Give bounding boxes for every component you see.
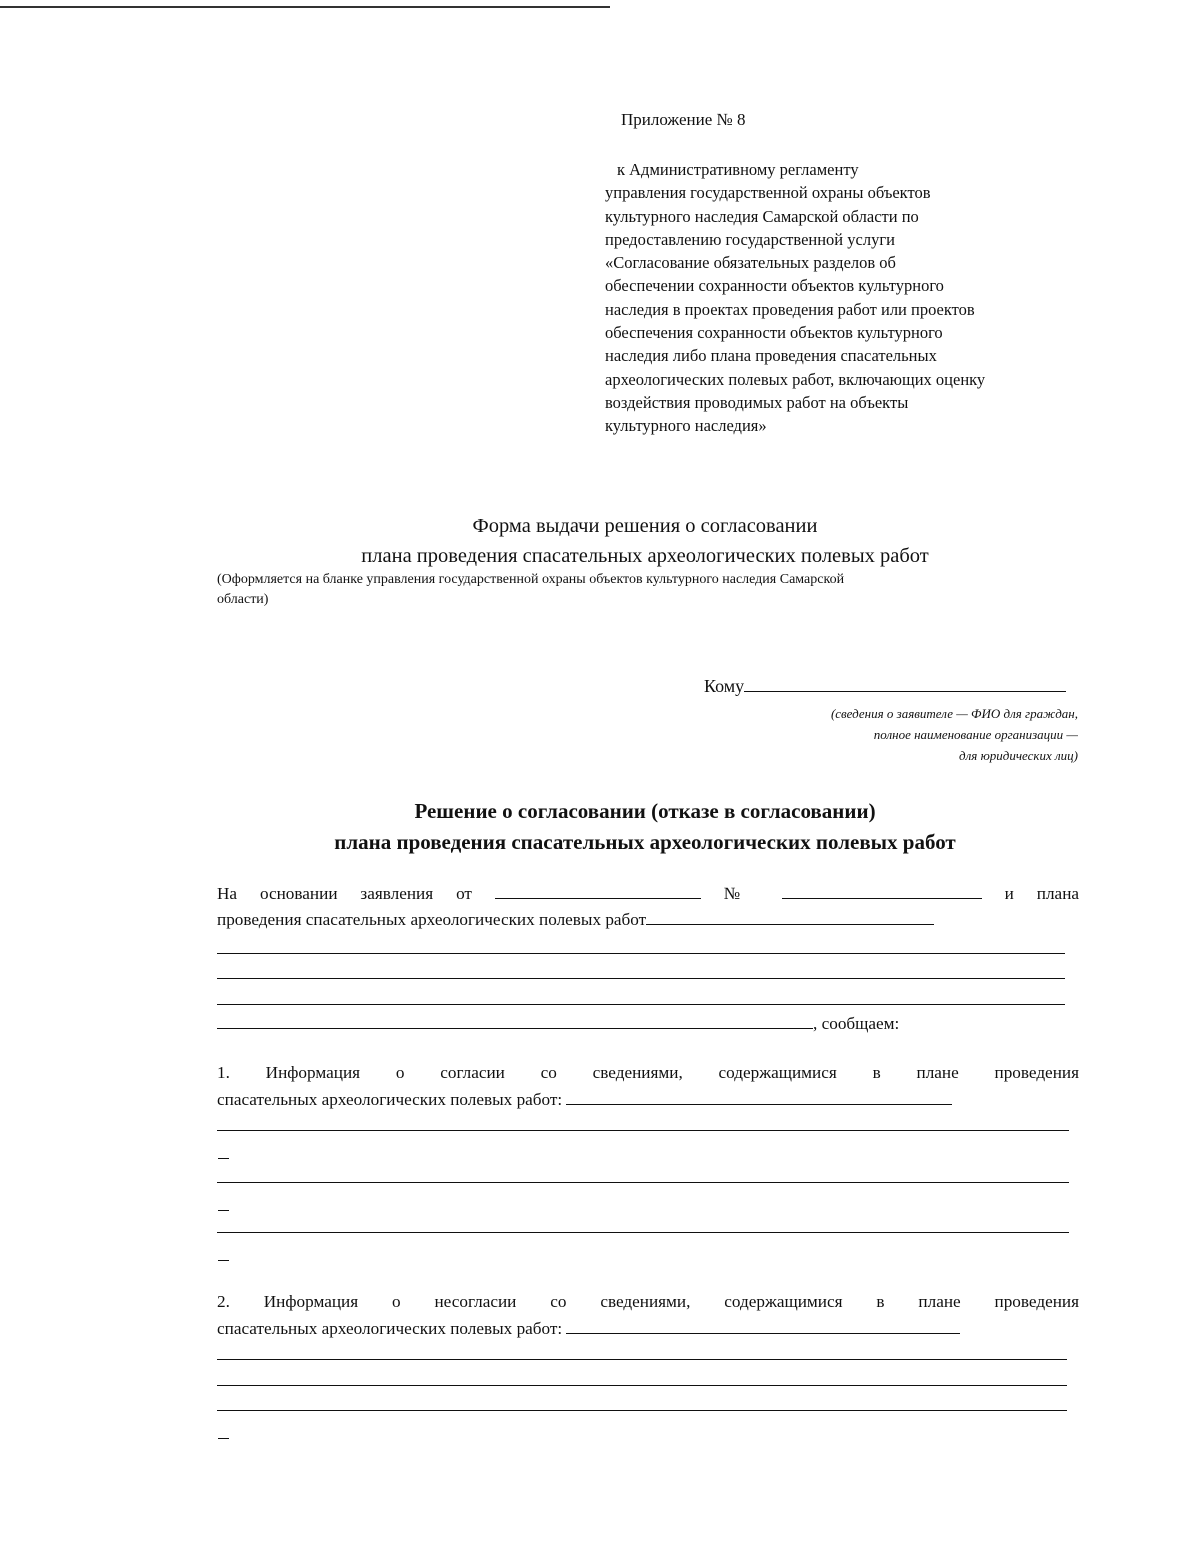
regulation-reference <box>605 158 985 438</box>
form-title-line: Форма выдачи решения о согласовании <box>472 515 818 537</box>
fill-line-dash <box>218 1210 229 1211</box>
regulation-line: культурного наследия Самарской области по <box>605 206 919 226</box>
decision-title-line: плана проведения спасательных археологических полевых работ <box>334 830 956 854</box>
basis-line-final <box>217 1012 899 1034</box>
fill-line[interactable] <box>217 1012 813 1029</box>
basis-line-2 <box>217 908 934 930</box>
disagreement-info-field[interactable] <box>566 1317 960 1334</box>
form-title <box>0 511 1200 571</box>
recipient-field[interactable] <box>744 671 1066 692</box>
fill-line-dash <box>218 1158 229 1159</box>
fill-line[interactable] <box>217 1359 1067 1360</box>
section1-text: спасательных археологических полевых работ: <box>217 1090 563 1109</box>
fill-line[interactable] <box>217 1385 1067 1386</box>
form-title-line: плана проведения спасательных археологических полевых работ <box>361 545 929 567</box>
fill-line[interactable] <box>217 1004 1065 1005</box>
regulation-line: «Согласование обязательных разделов об <box>605 253 896 273</box>
fill-line-dash <box>218 1438 229 1439</box>
agreement-info-field[interactable] <box>566 1088 952 1105</box>
scan-edge-line <box>0 6 610 8</box>
basis-text: и плана <box>1004 884 1080 903</box>
recipient-hint-line: полное наименование организации — <box>873 727 1078 742</box>
section2-text: спасательных археологических полевых работ: <box>217 1319 563 1338</box>
regulation-line: культурного наследия» <box>605 416 767 436</box>
fill-line[interactable] <box>217 1410 1067 1411</box>
basis-text: На основании заявления от <box>217 884 472 903</box>
decision-title-line: Решение о согласовании (отказе в согласовании) <box>414 799 876 823</box>
recipient-hint-line: для юридических лиц) <box>959 748 1078 763</box>
basis-number-sign: № <box>723 884 759 903</box>
fill-line-dash <box>218 1260 229 1261</box>
section1-text: 1. Информация о согласии со сведениями, содержащимися в плане проведения <box>217 1063 1079 1082</box>
regulation-line: наследия в проектах проведения работ или проектов <box>605 299 975 319</box>
recipient-hint <box>831 703 1078 766</box>
form-note <box>217 570 844 610</box>
application-number-field[interactable] <box>782 882 982 899</box>
basis-text: проведения спасательных археологических полевых работ <box>217 910 647 929</box>
decision-title <box>0 796 1200 858</box>
section2-line-1 <box>217 1292 1079 1312</box>
recipient-hint-line: (сведения о заявителе — ФИО для граждан, <box>830 706 1078 721</box>
regulation-line: управления государственной охраны объектов <box>605 183 931 203</box>
regulation-line: археологических полевых работ, включающих оценку <box>605 369 986 389</box>
section1-line-1 <box>217 1063 1079 1083</box>
form-note-line: (Оформляется на бланке управления государственной охраны объектов культурного наследия Самарской <box>217 572 845 587</box>
basis-ending: , сообщаем: <box>813 1014 900 1033</box>
regulation-line: наследия либо плана проведения спасательных <box>605 346 937 366</box>
plan-details-field[interactable] <box>646 908 934 925</box>
section2-text: 2. Информация о несогласии со сведениями, содержащимися в плане проведения <box>217 1292 1079 1311</box>
basis-line-1 <box>217 882 1079 904</box>
regulation-line: обеспечения сохранности объектов культурного <box>605 323 943 343</box>
recipient-row <box>704 671 1066 697</box>
regulation-line: обеспечении сохранности объектов культурного <box>605 276 944 296</box>
regulation-line: предоставлению государственной услуги <box>605 229 895 249</box>
form-note-line: области) <box>217 592 269 607</box>
regulation-line: к Административному регламенту <box>617 160 859 179</box>
application-date-field[interactable] <box>495 882 701 899</box>
recipient-label: Кому <box>704 676 745 696</box>
fill-line[interactable] <box>217 1232 1069 1233</box>
section1-line-2 <box>217 1088 952 1110</box>
section2-line-2 <box>217 1317 960 1339</box>
fill-line[interactable] <box>217 978 1065 979</box>
appendix-number: Приложение № 8 <box>621 110 746 129</box>
regulation-line: воздействия проводимых работ на объекты <box>605 392 909 412</box>
fill-line[interactable] <box>217 1182 1069 1183</box>
fill-line[interactable] <box>217 1130 1069 1131</box>
fill-line[interactable] <box>217 953 1065 954</box>
